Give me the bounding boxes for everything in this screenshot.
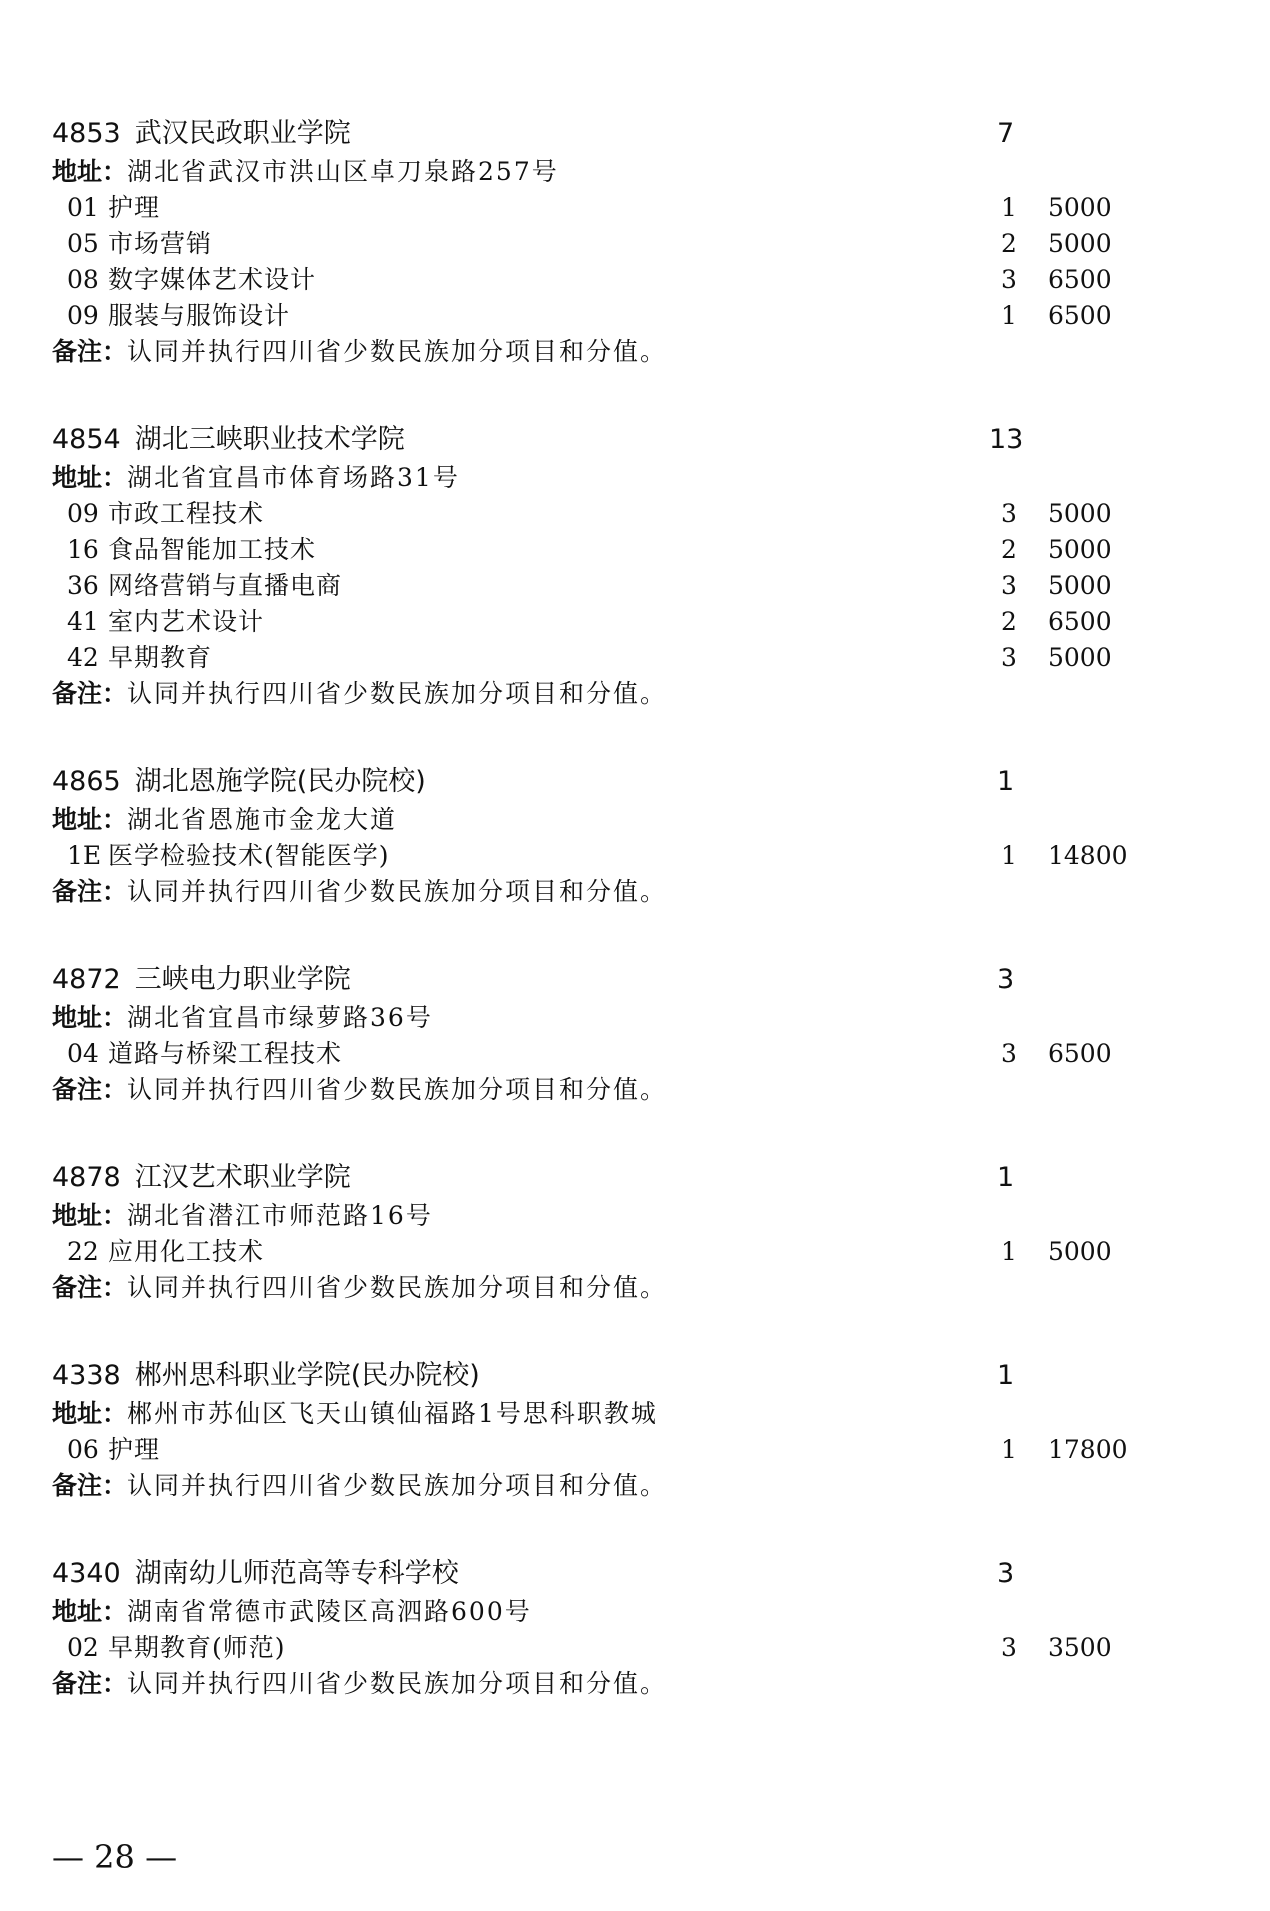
- note-label: 备注：: [52, 337, 128, 366]
- major-quota: 3: [1001, 499, 1017, 528]
- major-quota: 1: [1001, 1435, 1017, 1464]
- school-header: [52, 114, 1202, 154]
- major-fee: 6500: [1048, 301, 1112, 330]
- school-header: [52, 1356, 1202, 1396]
- school-address: [52, 1000, 1202, 1036]
- major-code: 09: [67, 499, 99, 528]
- major-code: 05: [67, 229, 99, 258]
- note-label: 备注：: [52, 1075, 128, 1104]
- school-name: 三峡电力职业学院: [134, 964, 351, 995]
- school-address: [52, 1198, 1202, 1234]
- major-fee: 6500: [1048, 265, 1112, 294]
- major-quota: 2: [1001, 535, 1017, 564]
- major-quota: 3: [1001, 571, 1017, 600]
- school-note: [52, 1468, 1202, 1504]
- school-entry: [52, 762, 1202, 910]
- school-entry: [52, 420, 1202, 712]
- school-name: 湖北恩施学院(民办院校): [134, 766, 426, 797]
- school-code: 4853: [52, 118, 121, 149]
- major-row: [52, 226, 1202, 262]
- major-row: [52, 190, 1202, 226]
- school-code: 4865: [52, 766, 121, 797]
- note-text: 认同并执行四川省少数民族加分项目和分值。: [127, 1471, 668, 1500]
- major-fee: 5000: [1048, 229, 1112, 258]
- major-fee: 17800: [1048, 1435, 1128, 1464]
- address-label: 地址：: [52, 1201, 128, 1230]
- major-fee: 5000: [1048, 643, 1112, 672]
- major-fee: 6500: [1048, 607, 1112, 636]
- major-code: 08: [67, 265, 99, 294]
- major-name: 服装与服饰设计: [108, 301, 291, 330]
- school-code: 4878: [52, 1162, 121, 1193]
- major-row: [52, 1234, 1202, 1270]
- major-row: [52, 604, 1202, 640]
- major-quota: 1: [1001, 193, 1017, 222]
- major-quota: 3: [1001, 265, 1017, 294]
- school-name: 湖南幼儿师范高等专科学校: [134, 1558, 459, 1589]
- major-name: 网络营销与直播电商: [108, 571, 343, 600]
- school-address: [52, 802, 1202, 838]
- school-header: [52, 960, 1202, 1000]
- school-total-quota: 7: [997, 118, 1015, 149]
- school-entry: [52, 1356, 1202, 1504]
- address-text: 湖北省恩施市金龙大道: [127, 805, 398, 834]
- school-code: 4854: [52, 424, 121, 455]
- major-name: 市政工程技术: [108, 499, 265, 528]
- school-code: 4340: [52, 1558, 121, 1589]
- school-total-quota: 1: [997, 1162, 1015, 1193]
- major-quota: 3: [1001, 643, 1017, 672]
- address-label: 地址：: [52, 1399, 128, 1428]
- major-quota: 1: [1001, 841, 1017, 870]
- school-code: 4872: [52, 964, 121, 995]
- school-address: [52, 1594, 1202, 1630]
- school-name: 郴州思科职业学院(民办院校): [134, 1360, 480, 1391]
- major-row: [52, 1432, 1202, 1468]
- note-text: 认同并执行四川省少数民族加分项目和分值。: [127, 1075, 668, 1104]
- address-text: 湖南省常德市武陵区高泗路600号: [127, 1597, 532, 1626]
- major-row: [52, 1630, 1202, 1666]
- school-entry: [52, 1554, 1202, 1702]
- major-quota: 1: [1001, 1237, 1017, 1266]
- address-label: 地址：: [52, 805, 128, 834]
- major-code: 09: [67, 301, 99, 330]
- school-total-quota: 13: [989, 424, 1024, 455]
- major-code: 16: [67, 535, 99, 564]
- major-code: 06: [67, 1435, 99, 1464]
- major-fee: 14800: [1048, 841, 1128, 870]
- address-text: 湖北省宜昌市绿萝路36号: [127, 1003, 433, 1032]
- major-name: 市场营销: [108, 229, 213, 258]
- school-header: [52, 420, 1202, 460]
- major-code: 36: [67, 571, 99, 600]
- major-row: [52, 1036, 1202, 1072]
- major-code: 1E: [67, 841, 102, 870]
- note-label: 备注：: [52, 1669, 128, 1698]
- school-total-quota: 1: [997, 766, 1015, 797]
- address-label: 地址：: [52, 1597, 128, 1626]
- school-note: [52, 1666, 1202, 1702]
- major-code: 02: [67, 1633, 99, 1662]
- note-label: 备注：: [52, 1273, 128, 1302]
- major-name: 护理: [108, 1435, 161, 1464]
- major-row: [52, 262, 1202, 298]
- note-label: 备注：: [52, 877, 128, 906]
- school-note: [52, 1270, 1202, 1306]
- major-quota: 2: [1001, 607, 1017, 636]
- major-fee: 5000: [1048, 535, 1112, 564]
- school-note: [52, 676, 1202, 712]
- note-label: 备注：: [52, 679, 128, 708]
- note-text: 认同并执行四川省少数民族加分项目和分值。: [127, 679, 668, 708]
- major-fee: 5000: [1048, 499, 1112, 528]
- school-total-quota: 3: [997, 964, 1015, 995]
- school-header: [52, 1158, 1202, 1198]
- school-name: 湖北三峡职业技术学院: [134, 424, 405, 455]
- address-text: 湖北省武汉市洪山区卓刀泉路257号: [127, 157, 559, 186]
- major-name: 早期教育: [108, 643, 213, 672]
- school-address: [52, 460, 1202, 496]
- address-label: 地址：: [52, 157, 128, 186]
- major-name: 医学检验技术(智能医学): [108, 841, 390, 870]
- school-name: 江汉艺术职业学院: [134, 1162, 351, 1193]
- major-row: [52, 298, 1202, 334]
- major-fee: 6500: [1048, 1039, 1112, 1068]
- school-entry: [52, 114, 1202, 370]
- address-label: 地址：: [52, 463, 128, 492]
- major-quota: 3: [1001, 1633, 1017, 1662]
- note-text: 认同并执行四川省少数民族加分项目和分值。: [127, 1273, 668, 1302]
- school-name: 武汉民政职业学院: [134, 118, 351, 149]
- note-text: 认同并执行四川省少数民族加分项目和分值。: [127, 337, 668, 366]
- school-total-quota: 1: [997, 1360, 1015, 1391]
- school-note: [52, 1072, 1202, 1108]
- major-code: 04: [67, 1039, 99, 1068]
- major-fee: 5000: [1048, 571, 1112, 600]
- school-header: [52, 762, 1202, 802]
- major-fee: 5000: [1048, 193, 1112, 222]
- school-total-quota: 3: [997, 1558, 1015, 1589]
- school-note: [52, 334, 1202, 370]
- major-fee: 3500: [1048, 1633, 1112, 1662]
- note-label: 备注：: [52, 1471, 128, 1500]
- address-text: 湖北省潜江市师范路16号: [127, 1201, 433, 1230]
- address-text: 湖北省宜昌市体育场路31号: [127, 463, 460, 492]
- school-entry: [52, 960, 1202, 1108]
- major-row: [52, 496, 1202, 532]
- major-code: 22: [67, 1237, 99, 1266]
- school-header: [52, 1554, 1202, 1594]
- school-entry: [52, 1158, 1202, 1306]
- school-note: [52, 874, 1202, 910]
- major-code: 01: [67, 193, 99, 222]
- school-code: 4338: [52, 1360, 121, 1391]
- major-quota: 1: [1001, 301, 1017, 330]
- major-code: 41: [67, 607, 99, 636]
- major-name: 数字媒体艺术设计: [108, 265, 317, 294]
- note-text: 认同并执行四川省少数民族加分项目和分值。: [127, 1669, 668, 1698]
- major-name: 道路与桥梁工程技术: [108, 1039, 343, 1068]
- major-row: [52, 838, 1202, 874]
- major-quota: 3: [1001, 1039, 1017, 1068]
- major-row: [52, 568, 1202, 604]
- major-code: 42: [67, 643, 99, 672]
- major-name: 室内艺术设计: [108, 607, 265, 636]
- major-quota: 2: [1001, 229, 1017, 258]
- note-text: 认同并执行四川省少数民族加分项目和分值。: [127, 877, 668, 906]
- school-address: [52, 154, 1202, 190]
- major-fee: 5000: [1048, 1237, 1112, 1266]
- address-text: 郴州市苏仙区飞天山镇仙福路1号思科职教城: [127, 1399, 658, 1428]
- school-address: [52, 1396, 1202, 1432]
- major-name: 食品智能加工技术: [108, 535, 317, 564]
- major-name: 应用化工技术: [108, 1237, 265, 1266]
- major-row: [52, 532, 1202, 568]
- page-number: — 28 —: [52, 1838, 178, 1876]
- major-row: [52, 640, 1202, 676]
- address-label: 地址：: [52, 1003, 128, 1032]
- major-name: 护理: [108, 193, 161, 222]
- major-name: 早期教育(师范): [108, 1633, 286, 1662]
